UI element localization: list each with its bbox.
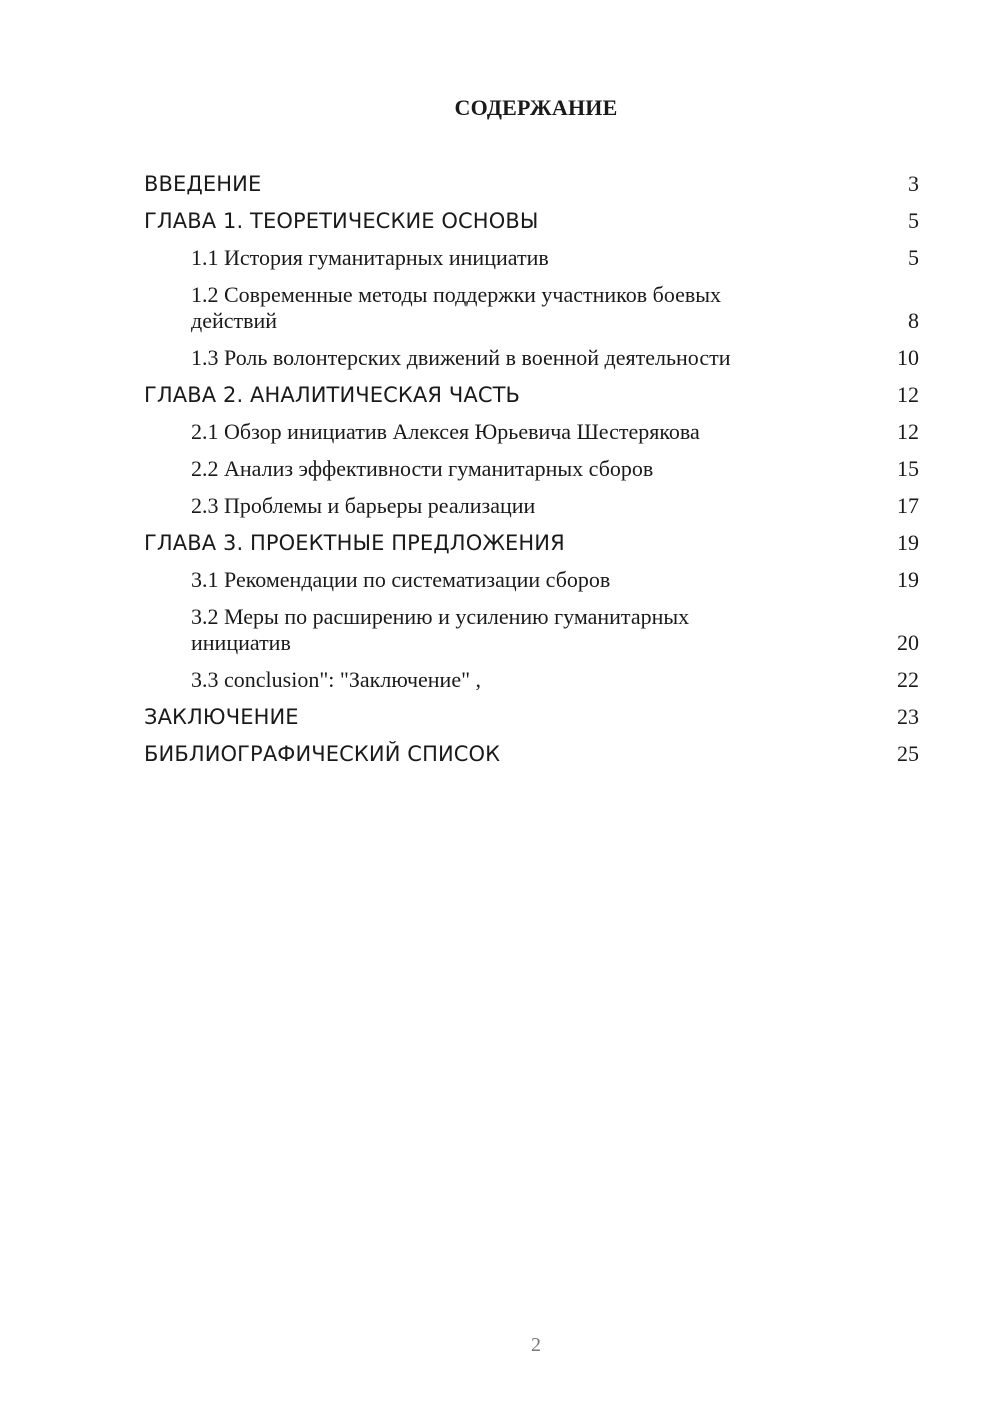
toc-entry-page: 23 xyxy=(897,704,919,729)
toc-entry-page: 12 xyxy=(897,419,919,444)
page-number: 2 xyxy=(531,1334,541,1356)
toc-entry-section-2-3[interactable] xyxy=(144,493,919,519)
toc-entry-section-2-1[interactable] xyxy=(144,419,919,445)
toc-entry-label: 1.3 Роль волонтерских движений в военной деятельности xyxy=(191,345,731,370)
toc-entry-page: 19 xyxy=(897,530,919,555)
toc-entry-chapter-1[interactable] xyxy=(144,208,919,234)
toc-entry-page: 5 xyxy=(908,245,919,270)
toc-entry-label: ВВЕДЕНИЕ xyxy=(144,172,262,196)
toc-title: СОДЕРЖАНИЕ xyxy=(454,95,618,120)
toc-entry-chapter-3[interactable] xyxy=(144,530,919,556)
toc-entry-section-1-1[interactable] xyxy=(144,245,919,271)
toc-entry-label: ГЛАВА 2. АНАЛИТИЧЕСКАЯ ЧАСТЬ xyxy=(144,383,521,407)
toc-entry-label: 3.3 conclusion": "Заключение" , xyxy=(191,667,482,692)
toc-entry-label: 2.1 Обзор инициатив Алексея Юрьевича Шестерякова xyxy=(191,419,700,444)
toc-entry-label: 1.1 История гуманитарных инициатив xyxy=(191,245,549,270)
toc-entry-page: 22 xyxy=(897,667,919,692)
toc-entry-page: 5 xyxy=(908,208,919,233)
toc-entry-label: БИБЛИОГРАФИЧЕСКИЙ СПИСОК xyxy=(144,742,501,766)
toc-entry-label: 3.2 Меры по расширению и усилению гуманитарных инициатив xyxy=(191,604,690,655)
toc-entry-page: 17 xyxy=(897,493,919,518)
toc-entry-introduction[interactable] xyxy=(144,171,919,197)
toc-entry-section-1-2[interactable] xyxy=(144,282,919,334)
toc-entry-label: 1.2 Современные методы поддержки участников боевых действий xyxy=(191,282,722,333)
toc-entry-section-3-3[interactable] xyxy=(144,667,919,693)
toc-entry-bibliography[interactable] xyxy=(144,741,919,767)
toc-entry-label: ГЛАВА 1. ТЕОРЕТИЧЕСКИЕ ОСНОВЫ xyxy=(144,209,539,233)
toc-entry-page: 12 xyxy=(897,382,919,407)
toc-entry-section-2-2[interactable] xyxy=(144,456,919,482)
toc-entry-page: 20 xyxy=(897,630,919,655)
toc-entry-chapter-2[interactable] xyxy=(144,382,919,408)
toc-entry-section-3-1[interactable] xyxy=(144,567,919,593)
toc-entry-page: 19 xyxy=(897,567,919,592)
toc-entry-label: ЗАКЛЮЧЕНИЕ xyxy=(144,705,299,729)
toc-entry-conclusion[interactable] xyxy=(144,704,919,730)
toc-entry-page: 8 xyxy=(908,308,919,333)
toc-entry-label: ГЛАВА 3. ПРОЕКТНЫЕ ПРЕДЛОЖЕНИЯ xyxy=(144,531,565,555)
toc-entry-label: 2.3 Проблемы и барьеры реализации xyxy=(191,493,536,518)
toc-entry-section-1-3[interactable] xyxy=(144,345,919,371)
toc-entry-label: 2.2 Анализ эффективности гуманитарных сборов xyxy=(191,456,654,481)
toc-entry-label: 3.1 Рекомендации по систематизации сборов xyxy=(191,567,611,592)
toc-entry-page: 3 xyxy=(908,171,919,196)
toc-entry-page: 15 xyxy=(897,456,919,481)
toc-entry-section-3-2[interactable] xyxy=(144,604,919,656)
toc-entry-page: 25 xyxy=(897,741,919,766)
table-of-contents xyxy=(144,171,919,778)
toc-entry-page: 10 xyxy=(897,345,919,370)
